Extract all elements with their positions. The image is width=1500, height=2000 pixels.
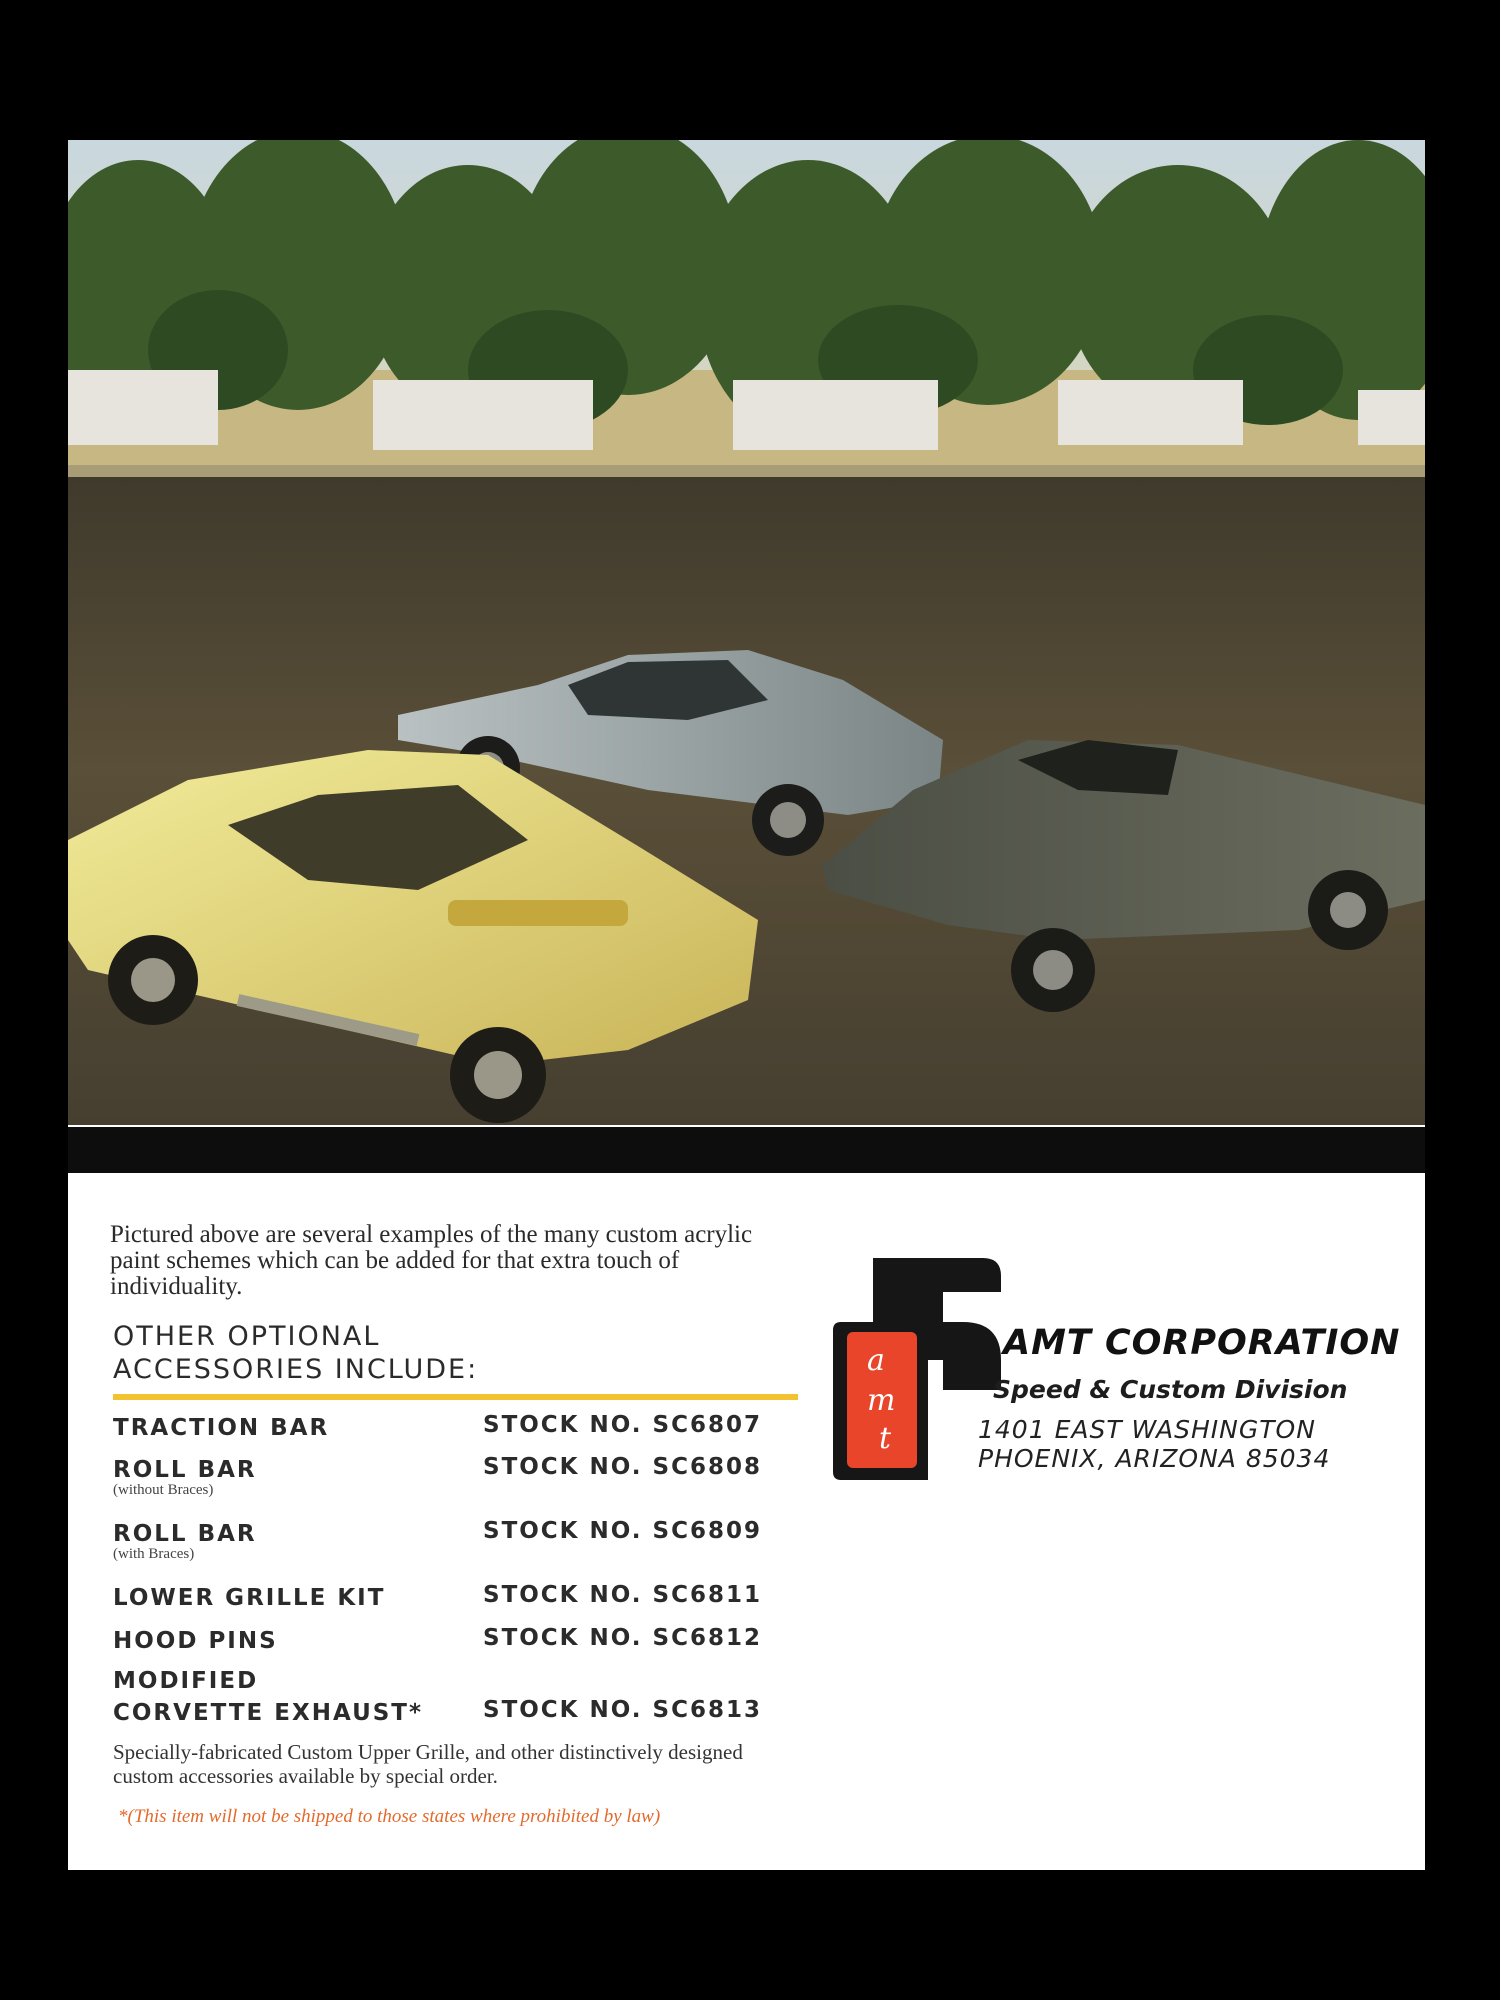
- accessory-note: (with Braces): [113, 1546, 195, 1562]
- disclaimer-text: *(This item will not be shipped to those states where prohibited by law): [118, 1806, 661, 1827]
- intro-text: Pictured above are several examples of the many custom acrylic paint schemes which can be added for that extra touch of individuality.: [110, 1221, 753, 1300]
- company-name: AMT CORPORATION: [1003, 1323, 1401, 1363]
- accessory-stock: STOCK NO. SC6811: [483, 1582, 763, 1608]
- accessory-name: HOOD PINS: [113, 1628, 278, 1654]
- accessory-name: ROLL BAR: [113, 1521, 257, 1547]
- accessory-name: LOWER GRILLE KIT: [113, 1585, 386, 1611]
- svg-text:m: m: [867, 1383, 896, 1418]
- accessory-stock: STOCK NO. SC6812: [483, 1625, 763, 1651]
- black-band: [68, 1127, 1425, 1173]
- accessory-note: (without Braces): [113, 1482, 214, 1498]
- brochure-page: [68, 140, 1425, 1870]
- svg-text:t: t: [879, 1421, 892, 1456]
- company-division: Speed & Custom Division: [993, 1375, 1348, 1404]
- special-order-text: Specially-fabricated Custom Upper Grille, and other distinctively designed custom accessories available by special order.: [113, 1740, 743, 1788]
- accessory-name: MODIFIED CORVETTE EXHAUST*: [113, 1668, 424, 1726]
- accessory-stock: STOCK NO. SC6813: [483, 1697, 763, 1723]
- accessory-name: TRACTION BAR: [113, 1415, 330, 1441]
- heading-rule: [113, 1394, 798, 1400]
- address-line-1: 1401 EAST WASHINGTON: [978, 1415, 1316, 1444]
- accessories-heading: OTHER OPTIONAL ACCESSORIES INCLUDE:: [113, 1321, 479, 1385]
- svg-text:a: a: [867, 1343, 885, 1378]
- accessory-stock: STOCK NO. SC6807: [483, 1412, 763, 1438]
- accessory-stock: STOCK NO. SC6809: [483, 1518, 763, 1544]
- cars-photo: [68, 140, 1425, 1125]
- address-line-2: PHOENIX, ARIZONA 85034: [978, 1444, 1331, 1473]
- accessory-stock: STOCK NO. SC6808: [483, 1454, 763, 1480]
- accessory-name: ROLL BAR: [113, 1457, 257, 1483]
